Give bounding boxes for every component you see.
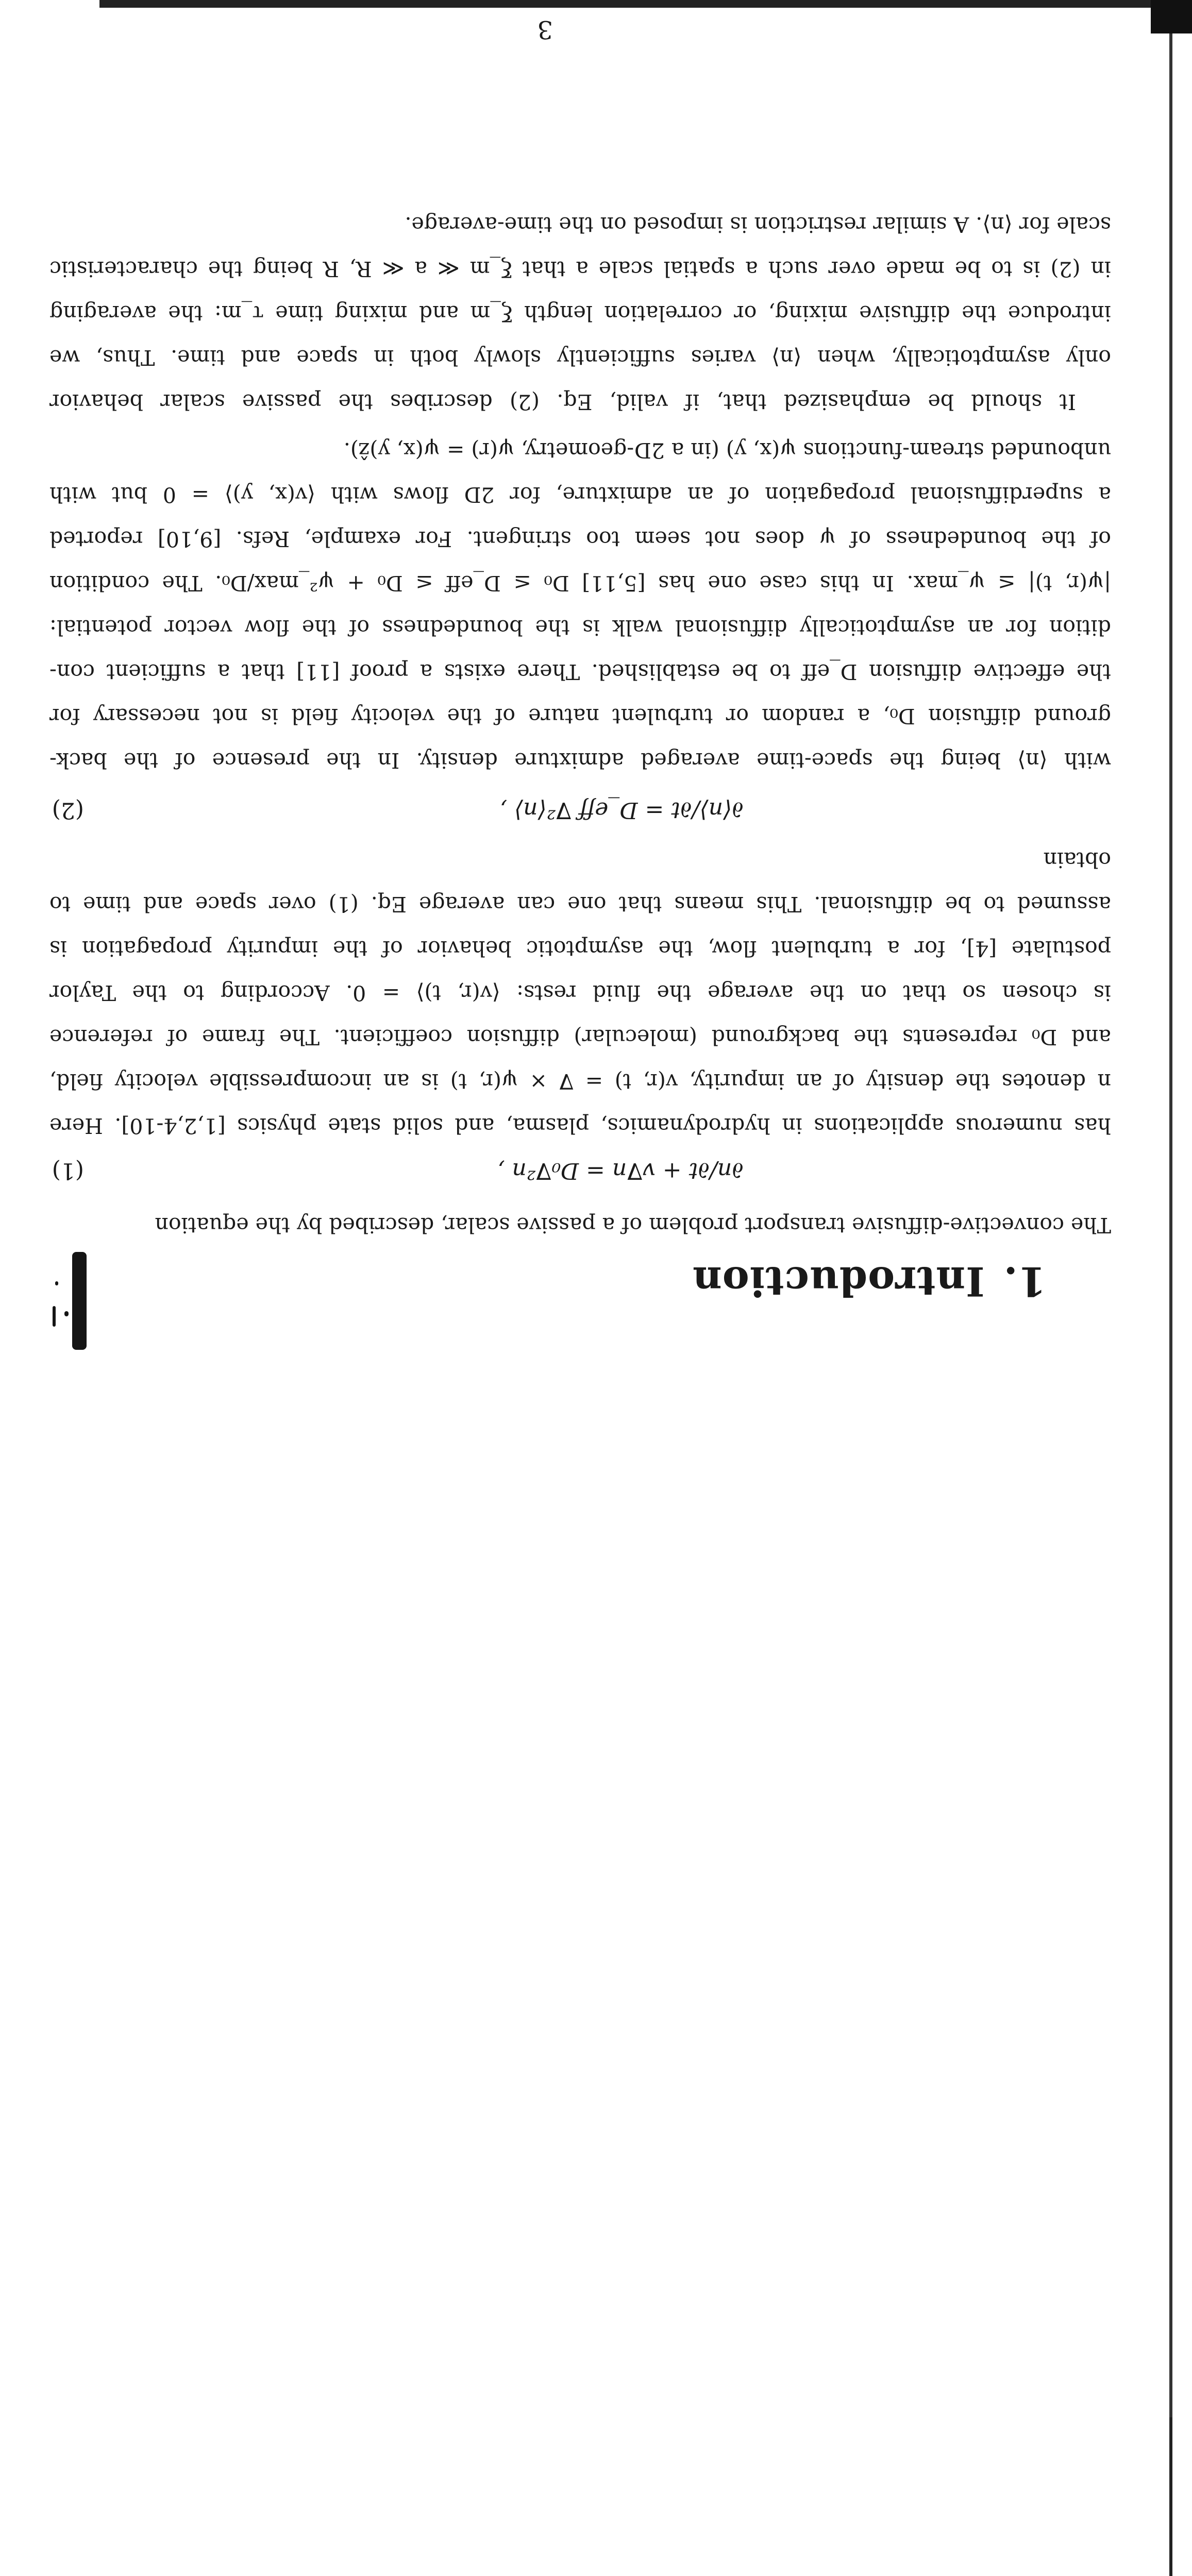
paragraph-line: dition for an asymptotically diffusional walk is the boundedness of the flow vector potential:	[49, 615, 1111, 640]
scan-ink-mark	[72, 1252, 87, 1350]
section-title: Introduction	[692, 1258, 985, 1304]
scan-ink-mark	[53, 1306, 56, 1327]
paragraph-line: only asymptotically, when ⟨n⟩ varies sufficiently slowly both in space and time. Thus, we	[49, 345, 1111, 370]
scan-ink-dot	[55, 1281, 58, 1285]
equation-formula: ∂n/∂t + v∇n = D₀∇²n ,	[497, 1158, 744, 1184]
paragraph-line: obtain	[1043, 848, 1111, 872]
section-number: 1.	[1003, 1258, 1046, 1304]
paragraph-line: and D₀ represents the background (molecular) diffusion coefficient. The frame of reference	[49, 1025, 1111, 1049]
scan-ink-dot	[64, 1311, 69, 1316]
paragraph-line: of the boundedness of ψ does not seem too stringent. For example, Refs. [9,10] reported	[49, 527, 1111, 551]
paragraph-line: is chosen so that on the average the fluid rests: ⟨v(r, t)⟩ = 0. According to the Taylor	[49, 980, 1111, 1005]
paragraph-line: It should be emphasized that, if valid, Eq. (2) describes the passive scalar behavior	[49, 389, 1076, 414]
paragraph-line: postulate [4], for a turbulent flow, the asymptotic behavior of the impurity propagation is	[49, 936, 1111, 961]
paragraph-line: has numerous applications in hydrodynamics, plasma, and solid state physics [1,2,4-10]. Here	[49, 1113, 1111, 1138]
paragraph-line: a superdiffusional propagation of an admixture, for 2D flows with ⟨v(x, y)⟩ = 0 but with	[49, 482, 1111, 507]
paragraph-line: ground diffusion D₀, a random or turbulent nature of the velocity field is not necessary for	[49, 704, 1111, 728]
paragraph-line: in (2) is to be made over such a spatial scale a that ξ_m ≪ a ≪ R, R being the characteristic	[49, 257, 1111, 281]
paragraph-line: scale for ⟨n⟩. A similar restriction is imposed on the time-average.	[405, 212, 1111, 237]
equation-number: (1)	[52, 1158, 84, 1184]
equation-number: (2)	[52, 797, 84, 823]
paragraph-line: with ⟨n⟩ being the space-time averaged admixture density. In the presence of the back-	[49, 748, 1111, 773]
page-number: 3	[537, 15, 553, 44]
paragraph-line: the effective diffusion D_eff to be established. There exists a proof [11] that a sufficient con-	[49, 659, 1111, 684]
paragraph-line: |ψ(r, t)| ≤ ψ_max. In this case one has [5,11] D₀ ≤ D_eff ≤ D₀ + ψ²_max/D₀. The condition	[49, 571, 1111, 596]
equation-formula: ∂⟨n⟩/∂t = D_eff ∇²⟨n⟩ ,	[500, 797, 744, 823]
paragraph-line: The convective-diffusive transport problem of a passive scalar, described by the equation	[155, 1213, 1111, 1238]
scan-corner-mark	[1151, 0, 1192, 33]
paragraph-line: unbounded stream-functions ψ(x, y) (in a 2D-geometry, ψ(r) = ψ(x, y)ẑ).	[343, 438, 1111, 463]
paragraph-line: introduce the diffusive mixing, or correlation length ξ_m and mixing time τ_m: the averaging	[49, 301, 1111, 326]
scan-edge-shadow	[99, 0, 1192, 8]
paragraph-line: assumed to be diffusional. This means that one can average Eq. (1) over space and time to	[49, 892, 1111, 917]
scan-binding-edge	[1169, 0, 1172, 2576]
section-heading	[692, 1258, 1046, 1304]
paragraph-line: n denotes the density of an impurity, v(r, t) = ∇ × ψ(r, t) is an incompressible velocity field,	[49, 1069, 1111, 1094]
